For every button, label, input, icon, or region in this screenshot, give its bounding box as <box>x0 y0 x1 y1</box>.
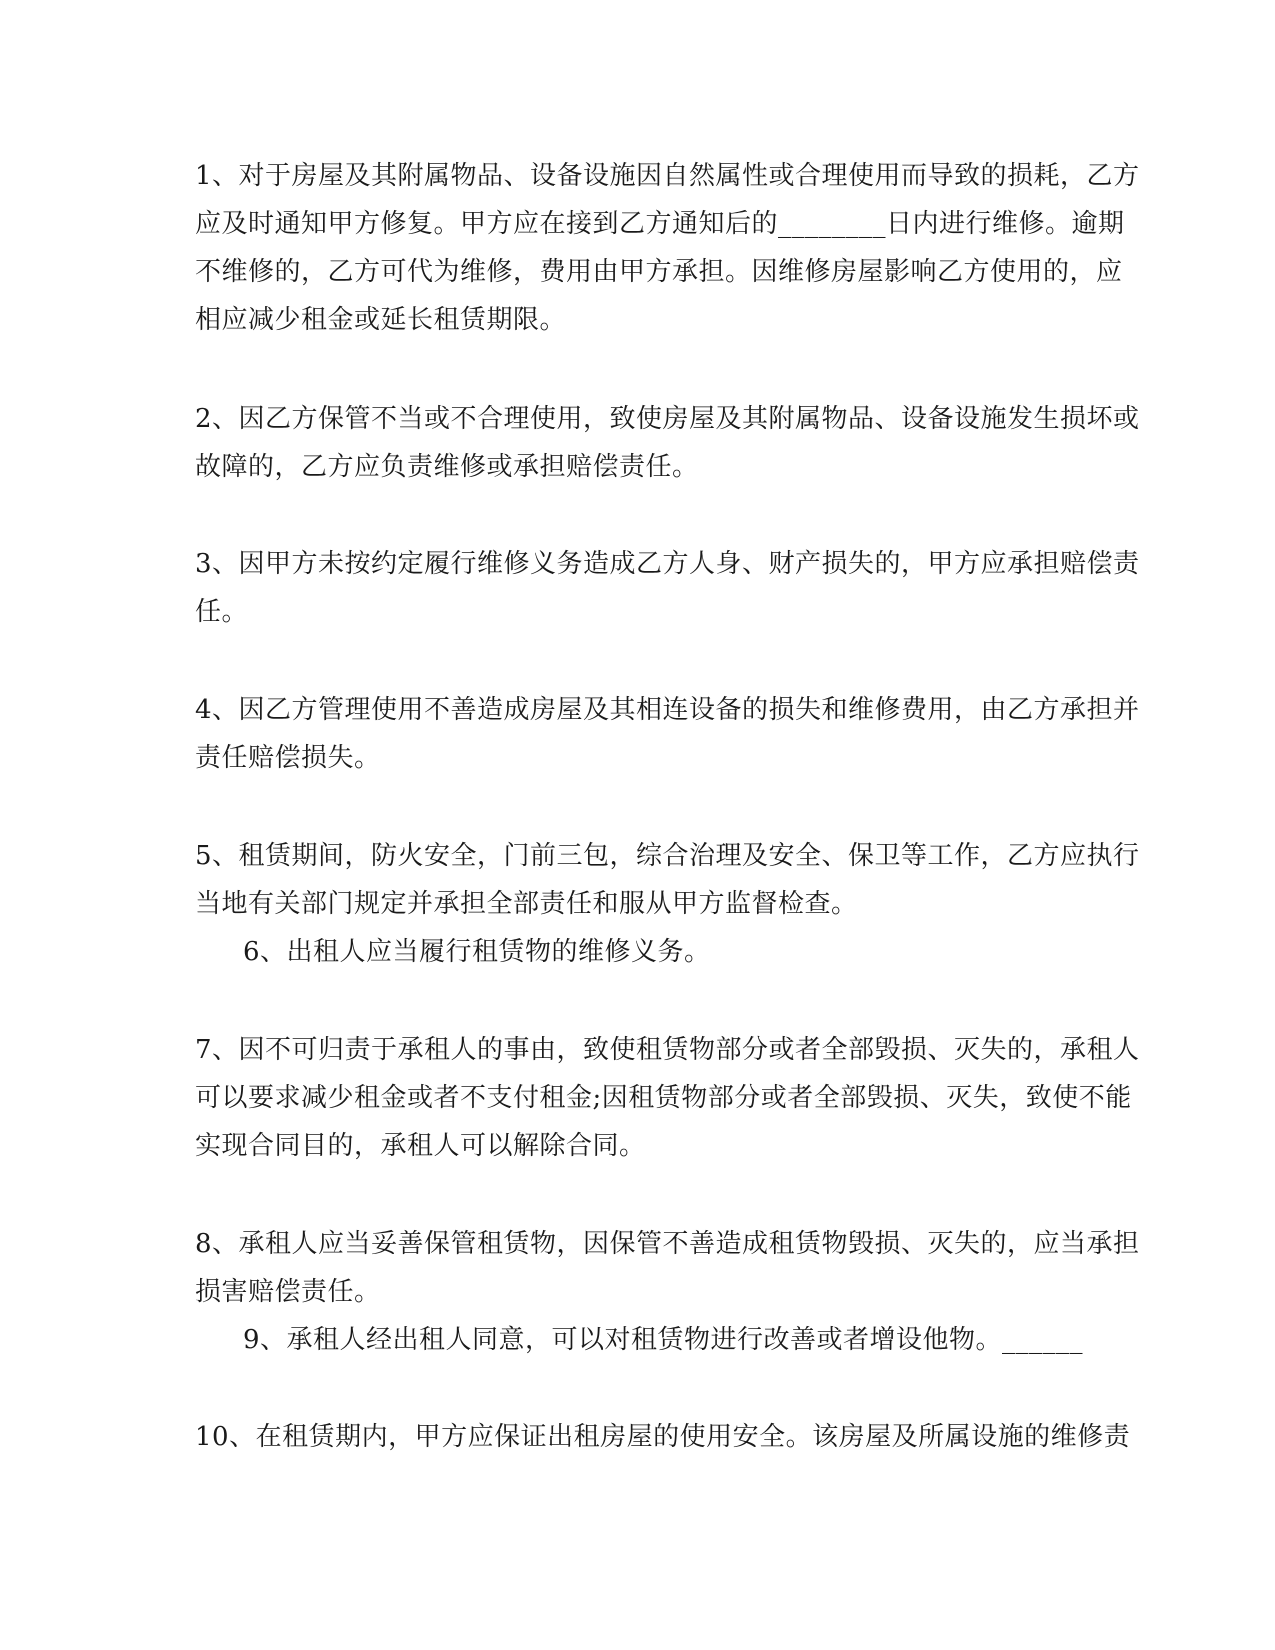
clause-1 <box>195 152 1140 344</box>
clause-3 <box>195 540 1140 636</box>
clause-line: 1、对于房屋及其附属物品、设备设施因自然属性或合理使用而导致的损耗，乙方 <box>195 161 1140 191</box>
clause-line: 4、因乙方管理使用不善造成房屋及其相连设备的损失和维修费用，由乙方承担并 <box>195 695 1140 725</box>
clause-9 <box>243 1316 1133 1364</box>
clause-line: 任。 <box>195 597 249 627</box>
clause-line: 5、租赁期间，防火安全，门前三包，综合治理及安全、保卫等工作，乙方应执行 <box>195 841 1140 871</box>
clause-line: 可以要求减少租金或者不支付租金;因租赁物部分或者全部毁损、灭失，致使不能 <box>195 1083 1132 1113</box>
clause-5 <box>195 832 1140 928</box>
clause-line: 3、因甲方未按约定履行维修义务造成乙方人身、财产损失的，甲方应承担赔偿责 <box>195 549 1140 579</box>
clause-line: 8、承租人应当妥善保管租赁物，因保管不善造成租赁物毁损、灭失的，应当承担 <box>195 1229 1140 1259</box>
clause-7 <box>195 1026 1140 1170</box>
clause-4 <box>195 686 1140 782</box>
clause-8 <box>195 1220 1140 1316</box>
clause-line: 实现合同目的，承租人可以解除合同。 <box>195 1131 646 1161</box>
clause-line: 9、承租人经出租人同意，可以对租赁物进行改善或者增设他物。______ <box>243 1325 1084 1355</box>
clause-line: 相应减少租金或延长租赁期限。 <box>195 305 567 335</box>
clause-line: 责任赔偿损失。 <box>195 743 381 773</box>
clause-line: 2、因乙方保管不当或不合理使用，致使房屋及其附属物品、设备设施发生损坏或 <box>195 404 1140 434</box>
clause-line: 应及时通知甲方修复。甲方应在接到乙方通知后的________日内进行维修。逾期 <box>195 209 1125 239</box>
clause-line: 6、出租人应当履行租赁物的维修义务。 <box>243 937 711 967</box>
clause-2 <box>195 395 1140 491</box>
clause-6 <box>243 928 1133 976</box>
clause-line: 7、因不可归责于承租人的事由，致使租赁物部分或者全部毁损、灭失的，承租人 <box>195 1035 1140 1065</box>
clause-line: 损害赔偿责任。 <box>195 1277 381 1307</box>
clause-line: 当地有关部门规定并承担全部责任和服从甲方监督检查。 <box>195 889 858 919</box>
clause-10 <box>195 1413 1131 1461</box>
clause-line: 不维修的，乙方可代为维修，费用由甲方承担。因维修房屋影响乙方使用的，应 <box>195 257 1123 287</box>
clause-line: 故障的，乙方应负责维修或承担赔偿责任。 <box>195 452 699 482</box>
clause-line: 10、在租赁期内，甲方应保证出租房屋的使用安全。该房屋及所属设施的维修责 <box>195 1422 1131 1452</box>
